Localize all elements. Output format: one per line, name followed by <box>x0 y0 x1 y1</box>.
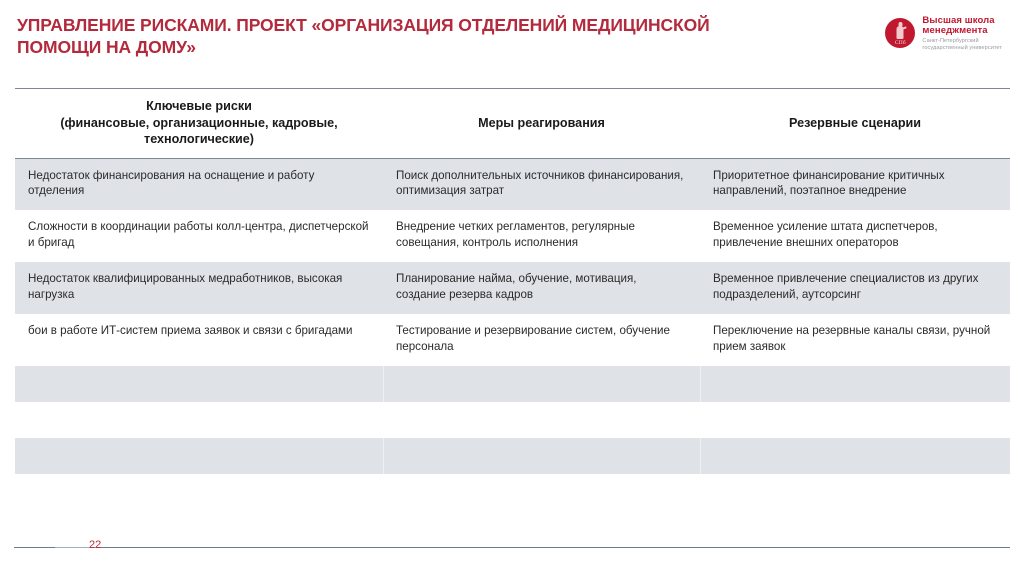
table-header <box>15 89 1010 159</box>
cell-risk <box>15 438 383 474</box>
cell-fallback: Приоритетное финансирование критичных направлений, поэтапное внедрение <box>700 158 1010 210</box>
table-row-spacer <box>15 402 1010 438</box>
column-header-key-risks-line3: технологические) <box>144 132 254 146</box>
table-body <box>15 158 1010 474</box>
table-row <box>15 314 1010 366</box>
cell-response: Поиск дополнительных источников финансирования, оптимизация затрат <box>383 158 700 210</box>
cell-risk: Недостаток квалифицированных медработников, высокая нагрузка <box>15 262 383 314</box>
slide-header <box>0 0 1024 78</box>
cell-risk: бои в работе ИТ-систем приема заявок и связи с бригадами <box>15 314 383 366</box>
cell-fallback: Временное усиление штата диспетчеров, привлечение внешних операторов <box>700 210 1010 262</box>
table-row <box>15 210 1010 262</box>
table-row <box>15 262 1010 314</box>
page-title: УПРАВЛЕНИЕ РИСКАМИ. ПРОЕКТ «ОРГАНИЗАЦИЯ ОТДЕЛЕНИЙ МЕДИЦИНСКОЙ ПОМОЩИ НА ДОМУ» <box>17 15 710 57</box>
spbu-gsom-emblem-icon <box>885 18 915 48</box>
slide-footer <box>0 538 1024 558</box>
column-header-key-risks <box>15 89 383 159</box>
cell-fallback <box>700 366 1010 402</box>
logo-text-block <box>922 16 1002 51</box>
cell-response: Планирование найма, обучение, мотивация, создание резерва кадров <box>383 262 700 314</box>
logo-line-2: менеджмента <box>922 25 988 37</box>
logo-line-4: государственный университет <box>922 44 1002 51</box>
column-header-response-measures: Меры реагирования <box>383 89 700 159</box>
table-header-row <box>15 89 1010 159</box>
cell-risk <box>15 366 383 402</box>
cell-risk: Недостаток финансирования на оснащение и работу отделения <box>15 158 383 210</box>
emblem-figure-icon <box>894 22 907 39</box>
column-header-key-risks-line2: (финансовые, организационные, кадровые, <box>60 115 338 130</box>
emblem-monogram: СПб <box>894 40 906 47</box>
cell-response: Тестирование и резервирование систем, обучение персонала <box>383 314 700 366</box>
cell-response <box>383 366 700 402</box>
cell-risk: Сложности в координации работы колл-центра, диспетчерской и бригад <box>15 210 383 262</box>
cell-fallback: Переключение на резервные каналы связи, ручной прием заявок <box>700 314 1010 366</box>
cell-response: Внедрение четких регламентов, регулярные совещания, контроль исполнения <box>383 210 700 262</box>
logo-line-1: Высшая школа <box>922 15 995 26</box>
page-number: 22 <box>89 539 102 551</box>
cell-fallback <box>700 438 1010 474</box>
cell-fallback: Временное привлечение специалистов из других подразделений, аутсорсинг <box>700 262 1010 314</box>
table-row-empty <box>15 438 1010 474</box>
table-row-empty <box>15 366 1010 402</box>
column-header-fallback-scenarios: Резервные сценарии <box>700 89 1010 159</box>
logo-line-3: Санкт-Петербургский <box>922 37 979 44</box>
cell-response <box>383 438 700 474</box>
footer-divider <box>14 547 1010 548</box>
university-logo <box>885 16 1002 51</box>
table-row <box>15 158 1010 210</box>
column-header-key-risks-line1: Ключевые риски <box>146 99 252 113</box>
risk-management-table <box>15 88 1010 474</box>
